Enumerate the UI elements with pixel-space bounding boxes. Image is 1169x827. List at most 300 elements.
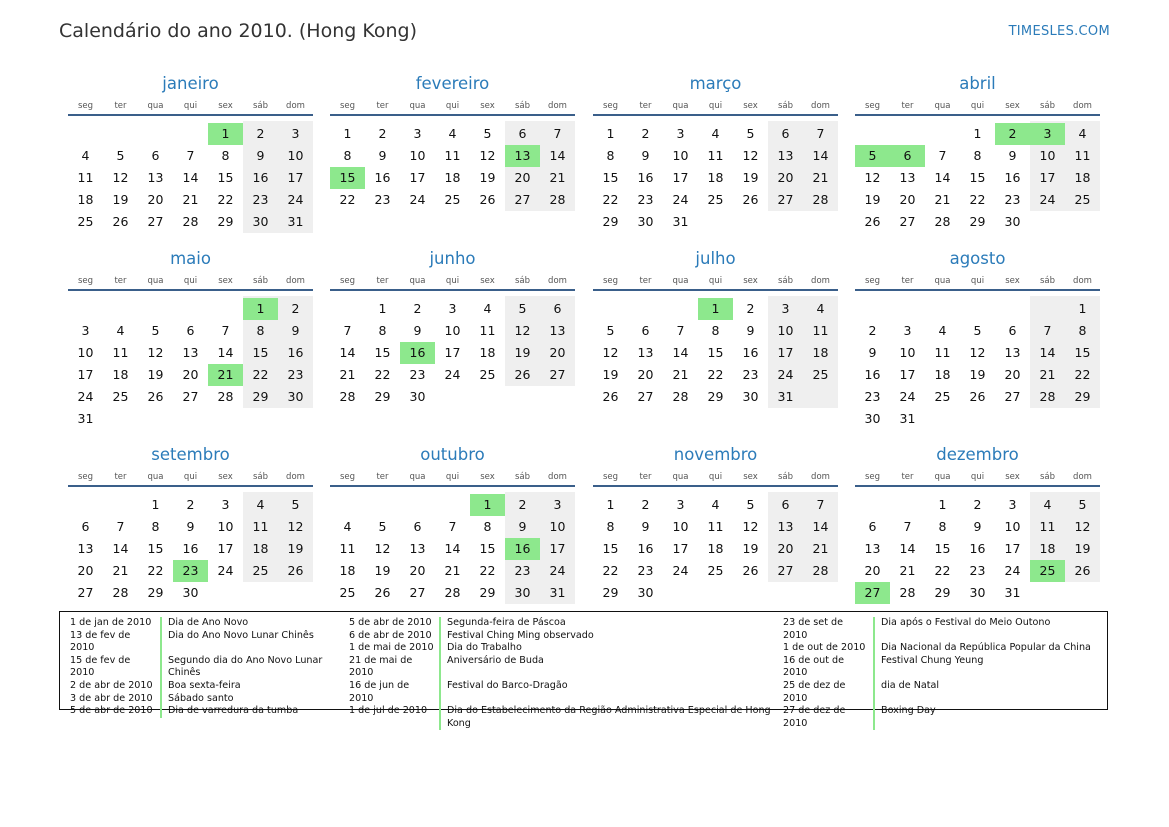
day-cell: 2 <box>413 301 422 316</box>
day-cell: 14 <box>549 148 566 163</box>
weekday-header: qua <box>672 276 689 286</box>
day-cell: 28 <box>112 585 129 600</box>
month-name: julho <box>695 249 736 268</box>
day-cell: 5 <box>606 323 615 338</box>
day-cell: 7 <box>816 126 825 141</box>
day-cell: 8 <box>1078 323 1087 338</box>
day-cell: 27 <box>182 389 199 404</box>
day-cell: 7 <box>816 497 825 512</box>
day-cell: 14 <box>217 345 234 360</box>
day-cell: 7 <box>448 519 457 534</box>
day-cell: 20 <box>409 563 426 578</box>
day-cell: 29 <box>602 214 619 229</box>
day-cell: 10 <box>1039 148 1056 163</box>
day-cell: 5 <box>116 148 125 163</box>
day-cell: 21 <box>339 367 356 382</box>
day-cell: 14 <box>672 345 689 360</box>
day-cell: 21 <box>1039 367 1056 382</box>
weekday-header: sex <box>218 472 233 482</box>
day-cell: 30 <box>864 411 881 426</box>
day-cell: 27 <box>899 214 916 229</box>
holiday-name: Sábado santo <box>168 692 234 704</box>
holiday-date: 5 de abr de 2010 <box>349 617 432 628</box>
month-outubro <box>330 445 575 625</box>
day-cell: 23 <box>514 563 531 578</box>
day-cell: 13 <box>147 170 164 185</box>
day-cell: 29 <box>969 214 986 229</box>
day-cell: 17 <box>672 170 689 185</box>
weekday-header: ter <box>114 276 127 286</box>
day-cell: 8 <box>343 148 352 163</box>
day-cell: 10 <box>672 148 689 163</box>
day-cell: 2 <box>518 497 527 512</box>
day-cell: 28 <box>672 389 689 404</box>
weekday-header: seg <box>864 276 881 286</box>
day-cell: 10 <box>549 519 566 534</box>
weekday-header: sex <box>1005 472 1020 482</box>
day-cell: 4 <box>116 323 125 338</box>
weekday-header: seg <box>602 472 619 482</box>
day-cell: 16 <box>637 541 654 556</box>
day-cell: 26 <box>1074 563 1091 578</box>
weekday-header: ter <box>639 472 652 482</box>
holiday-day-cell: 6 <box>890 145 925 167</box>
holiday-name: Festival do Barco-Dragão <box>447 679 568 691</box>
day-cell: 12 <box>1074 519 1091 534</box>
day-cell: 10 <box>409 148 426 163</box>
month-header-divider <box>330 289 575 291</box>
day-cell: 9 <box>641 519 650 534</box>
day-cell: 21 <box>182 192 199 207</box>
day-cell: 11 <box>707 148 724 163</box>
weekday-header: sex <box>743 101 758 111</box>
weekday-header: qui <box>970 276 985 286</box>
weekday-header: seg <box>864 472 881 482</box>
weekday-header: ter <box>901 472 914 482</box>
day-cell: 20 <box>549 345 566 360</box>
day-cell: 7 <box>186 148 195 163</box>
day-cell: 17 <box>549 541 566 556</box>
day-cell: 15 <box>1074 345 1091 360</box>
day-cell: 31 <box>777 389 794 404</box>
holiday-date: 13 de fev de 2010 <box>70 629 131 654</box>
day-cell: 15 <box>147 541 164 556</box>
day-cell: 29 <box>602 585 619 600</box>
day-cell: 13 <box>77 541 94 556</box>
day-cell: 24 <box>549 563 566 578</box>
weekday-header: sáb <box>514 276 531 286</box>
weekday-header: ter <box>639 101 652 111</box>
day-cell: 5 <box>973 323 982 338</box>
month-header-divider <box>68 289 313 291</box>
holiday-date: 27 de dez de 2010 <box>783 705 846 729</box>
day-cell: 10 <box>1004 519 1021 534</box>
day-cell: 12 <box>742 148 759 163</box>
day-cell: 18 <box>707 541 724 556</box>
day-cell: 1 <box>343 126 352 141</box>
holiday-marker <box>160 617 162 630</box>
holiday-name: Aniversário de Buda <box>447 654 544 666</box>
day-cell: 23 <box>864 389 881 404</box>
day-cell: 4 <box>711 126 720 141</box>
day-cell: 17 <box>1039 170 1056 185</box>
day-cell: 27 <box>514 192 531 207</box>
weekday-header: qui <box>970 472 985 482</box>
day-cell: 3 <box>1008 497 1017 512</box>
month-setembro <box>68 445 313 625</box>
month-name: fevereiro <box>415 74 490 93</box>
day-cell: 10 <box>444 323 461 338</box>
day-cell: 2 <box>256 126 265 141</box>
weekday-header: qui <box>970 101 985 111</box>
day-cell: 6 <box>868 519 877 534</box>
day-cell: 3 <box>781 301 790 316</box>
weekday-header: seg <box>77 472 94 482</box>
day-cell: 23 <box>742 367 759 382</box>
day-cell: 27 <box>409 585 426 600</box>
day-cell: 8 <box>606 519 615 534</box>
day-cell: 29 <box>479 585 496 600</box>
day-cell: 10 <box>287 148 304 163</box>
day-cell: 2 <box>641 497 650 512</box>
day-cell: 5 <box>378 519 387 534</box>
holiday-date: 16 de out de 2010 <box>783 654 845 679</box>
legend-item <box>349 617 773 630</box>
weekday-header: qua <box>672 472 689 482</box>
day-cell: 19 <box>969 367 986 382</box>
legend-column <box>783 617 1091 730</box>
day-cell: 30 <box>514 585 531 600</box>
weekday-header: sex <box>743 276 758 286</box>
holiday-marker <box>873 642 875 655</box>
day-cell: 14 <box>899 541 916 556</box>
holiday-date: 15 de fev de 2010 <box>70 654 131 679</box>
day-cell: 30 <box>969 585 986 600</box>
weekday-header: qua <box>147 276 164 286</box>
holiday-day-cell: 13 <box>505 145 540 167</box>
day-cell: 3 <box>221 497 230 512</box>
day-cell: 28 <box>1039 389 1056 404</box>
day-cell: 28 <box>934 214 951 229</box>
weekday-header: qui <box>708 101 723 111</box>
holiday-marker <box>873 655 875 680</box>
holiday-name: Dia após o Festival do Meio Outono <box>881 617 1051 628</box>
weekday-header: dom <box>1073 101 1092 111</box>
day-cell: 7 <box>938 148 947 163</box>
day-cell: 3 <box>676 126 685 141</box>
day-cell: 17 <box>77 367 94 382</box>
day-cell: 30 <box>1004 214 1021 229</box>
day-cell: 31 <box>899 411 916 426</box>
holiday-marker <box>439 630 441 643</box>
weekday-header: sáb <box>514 101 531 111</box>
day-cell: 12 <box>969 345 986 360</box>
day-cell: 15 <box>969 170 986 185</box>
day-cell: 8 <box>256 323 265 338</box>
day-cell: 18 <box>1039 541 1056 556</box>
weekday-header: ter <box>376 276 389 286</box>
holiday-name: Boxing Day <box>881 705 936 717</box>
day-cell: 4 <box>1078 126 1087 141</box>
holiday-name: Dia de Ano Novo <box>168 617 249 628</box>
month-name: abril <box>959 74 996 93</box>
day-cell: 23 <box>252 192 269 207</box>
day-cell: 25 <box>252 563 269 578</box>
day-cell: 20 <box>147 192 164 207</box>
day-cell: 13 <box>899 170 916 185</box>
day-cell: 19 <box>602 367 619 382</box>
day-cell: 8 <box>378 323 387 338</box>
day-cell: 24 <box>899 389 916 404</box>
weekday-header: sáb <box>252 276 269 286</box>
day-cell: 20 <box>637 367 654 382</box>
day-cell: 30 <box>252 214 269 229</box>
holiday-day-cell: 1 <box>470 494 505 516</box>
month-fevereiro <box>330 74 575 254</box>
weekday-header: qui <box>183 276 198 286</box>
day-cell: 11 <box>77 170 94 185</box>
day-cell: 27 <box>147 214 164 229</box>
day-cell: 25 <box>479 367 496 382</box>
day-cell: 7 <box>676 323 685 338</box>
day-cell: 22 <box>147 563 164 578</box>
holiday-marker <box>873 705 875 730</box>
day-cell: 4 <box>483 301 492 316</box>
day-cell: 12 <box>287 519 304 534</box>
day-cell: 30 <box>637 214 654 229</box>
holiday-date: 1 de jan de 2010 <box>70 617 152 628</box>
legend-item <box>349 655 773 680</box>
day-cell: 15 <box>374 345 391 360</box>
day-cell: 26 <box>287 563 304 578</box>
weekday-header: qua <box>409 101 426 111</box>
day-cell: 19 <box>742 170 759 185</box>
legend-item <box>349 630 773 643</box>
day-cell: 18 <box>252 541 269 556</box>
day-cell: 18 <box>934 367 951 382</box>
month-header-divider <box>593 289 838 291</box>
day-cell: 12 <box>602 345 619 360</box>
day-cell: 19 <box>742 541 759 556</box>
day-cell: 22 <box>602 192 619 207</box>
day-cell: 8 <box>483 519 492 534</box>
holiday-marker <box>160 630 162 655</box>
month-header-divider <box>330 114 575 116</box>
day-cell: 5 <box>518 301 527 316</box>
holiday-day-cell: 23 <box>173 560 208 582</box>
day-cell: 14 <box>339 345 356 360</box>
day-cell: 2 <box>868 323 877 338</box>
holiday-day-cell: 15 <box>330 167 365 189</box>
day-cell: 26 <box>112 214 129 229</box>
day-cell: 7 <box>903 519 912 534</box>
day-cell: 6 <box>413 519 422 534</box>
day-cell: 11 <box>444 148 461 163</box>
weekday-header: sex <box>480 276 495 286</box>
holiday-name: Segunda-feira de Páscoa <box>447 617 566 628</box>
holiday-name: Festival Ching Ming observado <box>447 629 594 641</box>
day-cell: 6 <box>781 497 790 512</box>
weekday-header: sex <box>743 472 758 482</box>
legend-column <box>70 617 354 718</box>
holiday-name: dia de Natal <box>881 679 940 691</box>
brand-link[interactable]: TIMESLES.COM <box>1008 24 1110 39</box>
holiday-date: 2 de abr de 2010 <box>70 679 153 691</box>
day-cell: 27 <box>1004 389 1021 404</box>
day-cell: 16 <box>252 170 269 185</box>
day-cell: 29 <box>217 214 234 229</box>
weekday-header: qui <box>183 101 198 111</box>
day-cell: 24 <box>672 563 689 578</box>
weekday-header: dom <box>811 276 830 286</box>
day-cell: 23 <box>374 192 391 207</box>
holiday-day-cell: 16 <box>400 342 435 364</box>
holiday-marker <box>873 617 875 642</box>
day-cell: 11 <box>707 519 724 534</box>
day-cell: 29 <box>252 389 269 404</box>
weekday-header: ter <box>376 101 389 111</box>
day-cell: 17 <box>777 345 794 360</box>
weekday-header: sáb <box>514 472 531 482</box>
weekday-header: ter <box>639 276 652 286</box>
day-cell: 5 <box>746 126 755 141</box>
day-cell: 8 <box>711 323 720 338</box>
weekday-header: qua <box>409 276 426 286</box>
day-cell: 26 <box>602 389 619 404</box>
legend-item <box>349 705 773 730</box>
weekday-header: qua <box>934 276 951 286</box>
day-cell: 26 <box>514 367 531 382</box>
day-cell: 13 <box>182 345 199 360</box>
day-cell: 15 <box>602 170 619 185</box>
day-cell: 19 <box>147 367 164 382</box>
day-cell: 18 <box>339 563 356 578</box>
day-cell: 5 <box>291 497 300 512</box>
month-header-divider <box>593 485 838 487</box>
day-cell: 21 <box>549 170 566 185</box>
day-cell: 15 <box>602 541 619 556</box>
holiday-date: 1 de mai de 2010 <box>349 642 434 654</box>
day-cell: 22 <box>1074 367 1091 382</box>
day-cell: 3 <box>676 497 685 512</box>
holiday-marker <box>439 617 441 630</box>
day-cell: 22 <box>374 367 391 382</box>
day-cell: 7 <box>221 323 230 338</box>
day-cell: 26 <box>742 563 759 578</box>
day-cell: 14 <box>182 170 199 185</box>
day-cell: 10 <box>217 519 234 534</box>
day-cell: 13 <box>549 323 566 338</box>
day-cell: 17 <box>1004 541 1021 556</box>
day-cell: 9 <box>641 148 650 163</box>
holiday-name: Segundo dia do Ano Novo Lunar Chinês <box>168 654 323 679</box>
day-cell: 18 <box>77 192 94 207</box>
day-cell: 14 <box>812 148 829 163</box>
holiday-marker <box>160 655 162 680</box>
holiday-marker <box>439 655 441 680</box>
month-dezembro <box>855 445 1100 625</box>
holiday-marker <box>160 693 162 706</box>
month-header-divider <box>855 289 1100 291</box>
day-cell: 7 <box>116 519 125 534</box>
day-cell: 15 <box>252 345 269 360</box>
day-cell: 3 <box>903 323 912 338</box>
weekday-header: seg <box>77 101 94 111</box>
day-cell: 5 <box>1078 497 1087 512</box>
weekday-header: ter <box>901 101 914 111</box>
day-cell: 29 <box>934 585 951 600</box>
day-cell: 25 <box>707 192 724 207</box>
weekday-header: qui <box>708 276 723 286</box>
holiday-marker <box>160 680 162 693</box>
holiday-date: 21 de mai de 2010 <box>349 654 413 679</box>
day-cell: 30 <box>637 585 654 600</box>
day-cell: 1 <box>606 126 615 141</box>
legend-item <box>349 680 773 705</box>
day-cell: 12 <box>374 541 391 556</box>
day-cell: 22 <box>602 563 619 578</box>
day-cell: 15 <box>217 170 234 185</box>
day-cell: 20 <box>864 563 881 578</box>
day-cell: 8 <box>221 148 230 163</box>
day-cell: 13 <box>1004 345 1021 360</box>
day-cell: 20 <box>1004 367 1021 382</box>
day-cell: 31 <box>77 411 94 426</box>
legend-item <box>70 617 354 630</box>
day-cell: 9 <box>291 323 300 338</box>
day-cell: 9 <box>1008 148 1017 163</box>
day-cell: 23 <box>637 192 654 207</box>
day-cell: 4 <box>938 323 947 338</box>
day-cell: 5 <box>483 126 492 141</box>
weekday-header: qui <box>445 276 460 286</box>
weekday-header: dom <box>811 472 830 482</box>
weekday-header: ter <box>114 101 127 111</box>
day-cell: 30 <box>287 389 304 404</box>
day-cell: 4 <box>816 301 825 316</box>
holiday-name: Dia de varredura da tumba <box>168 705 299 717</box>
holiday-date: 5 de abr de 2010 <box>70 705 153 717</box>
day-cell: 20 <box>182 367 199 382</box>
day-cell: 29 <box>707 389 724 404</box>
day-cell: 13 <box>637 345 654 360</box>
day-cell: 21 <box>672 367 689 382</box>
legend-item <box>783 705 1091 730</box>
day-cell: 29 <box>147 585 164 600</box>
day-cell: 4 <box>1043 497 1052 512</box>
weekday-header: qua <box>147 101 164 111</box>
day-cell: 1 <box>1078 301 1087 316</box>
day-cell: 17 <box>672 541 689 556</box>
holiday-day-cell: 5 <box>855 145 890 167</box>
day-cell: 2 <box>973 497 982 512</box>
holiday-marker <box>439 705 441 730</box>
day-cell: 26 <box>479 192 496 207</box>
day-cell: 28 <box>444 585 461 600</box>
day-cell: 10 <box>777 323 794 338</box>
day-cell: 21 <box>812 541 829 556</box>
holiday-day-cell: 2 <box>995 123 1030 145</box>
day-cell: 11 <box>812 323 829 338</box>
holiday-marker <box>873 680 875 705</box>
day-cell: 19 <box>374 563 391 578</box>
weekday-header: dom <box>1073 472 1092 482</box>
day-cell: 24 <box>1039 192 1056 207</box>
day-cell: 11 <box>934 345 951 360</box>
day-cell: 15 <box>934 541 951 556</box>
day-cell: 23 <box>287 367 304 382</box>
day-cell: 19 <box>514 345 531 360</box>
